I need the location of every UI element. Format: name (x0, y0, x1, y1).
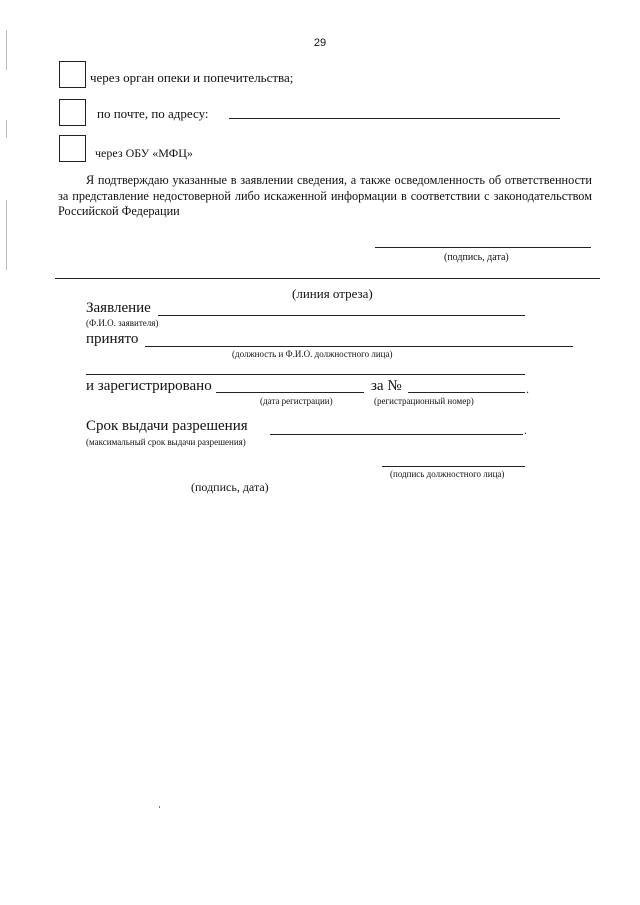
scan-dot (159, 806, 160, 808)
deadline-line[interactable] (270, 434, 523, 435)
page-number: 29 (313, 37, 327, 49)
deadline-label: Срок выдачи разрешения (86, 418, 248, 434)
option-label-mail: по почте, по адресу: (97, 106, 209, 121)
registered-label: и зарегистрировано (86, 378, 212, 394)
signature-line[interactable] (375, 247, 591, 248)
cut-line (55, 278, 600, 279)
option-label-mfc: через ОБУ «МФЦ» (95, 146, 193, 160)
scan-margin-mark (6, 30, 7, 70)
scan-margin-mark (6, 120, 7, 138)
accepted-line[interactable] (145, 346, 573, 347)
date-caption: (дата регистрации) (260, 396, 333, 406)
period-mark: . (524, 423, 527, 437)
checkbox-guardianship[interactable] (59, 61, 86, 88)
registration-number-line[interactable] (408, 392, 525, 393)
applicant-caption: (Ф.И.О. заявителя) (86, 318, 159, 328)
signature-caption: (подпись, дата) (444, 252, 509, 263)
accepted-label: принято (86, 331, 139, 347)
registration-date-line[interactable] (216, 392, 364, 393)
extra-line[interactable] (86, 374, 525, 375)
regnum-caption: (регистрационный номер) (374, 396, 474, 406)
mail-address-line[interactable] (229, 118, 560, 119)
checkbox-mfc[interactable] (59, 135, 86, 162)
official-caption: (должность и Ф.И.О. должностного лица) (232, 349, 393, 359)
number-label: за № (371, 378, 402, 394)
checkbox-mail[interactable] (59, 99, 86, 126)
scan-margin-mark (6, 200, 7, 270)
official-signature-line[interactable] (382, 466, 525, 467)
official-signature-caption: (подпись должностного лица) (390, 469, 505, 479)
statement-line[interactable] (158, 315, 525, 316)
period-mark: . (526, 382, 529, 396)
statement-label: Заявление (86, 300, 151, 316)
confirmation-text: Я подтверждаю указанные в заявлении сведения, а также осведомленность об ответственности за представление недостоверной либо искаженной информации в соответствии с законодательством Российской Федерации (58, 173, 592, 218)
deadline-caption: (максимальный срок выдачи разрешения) (86, 437, 246, 447)
signature-date-caption: (подпись, дата) (191, 480, 269, 494)
cut-line-label: (линия отреза) (292, 286, 373, 301)
option-label-guardianship: через орган опеки и попечительства; (90, 70, 294, 85)
